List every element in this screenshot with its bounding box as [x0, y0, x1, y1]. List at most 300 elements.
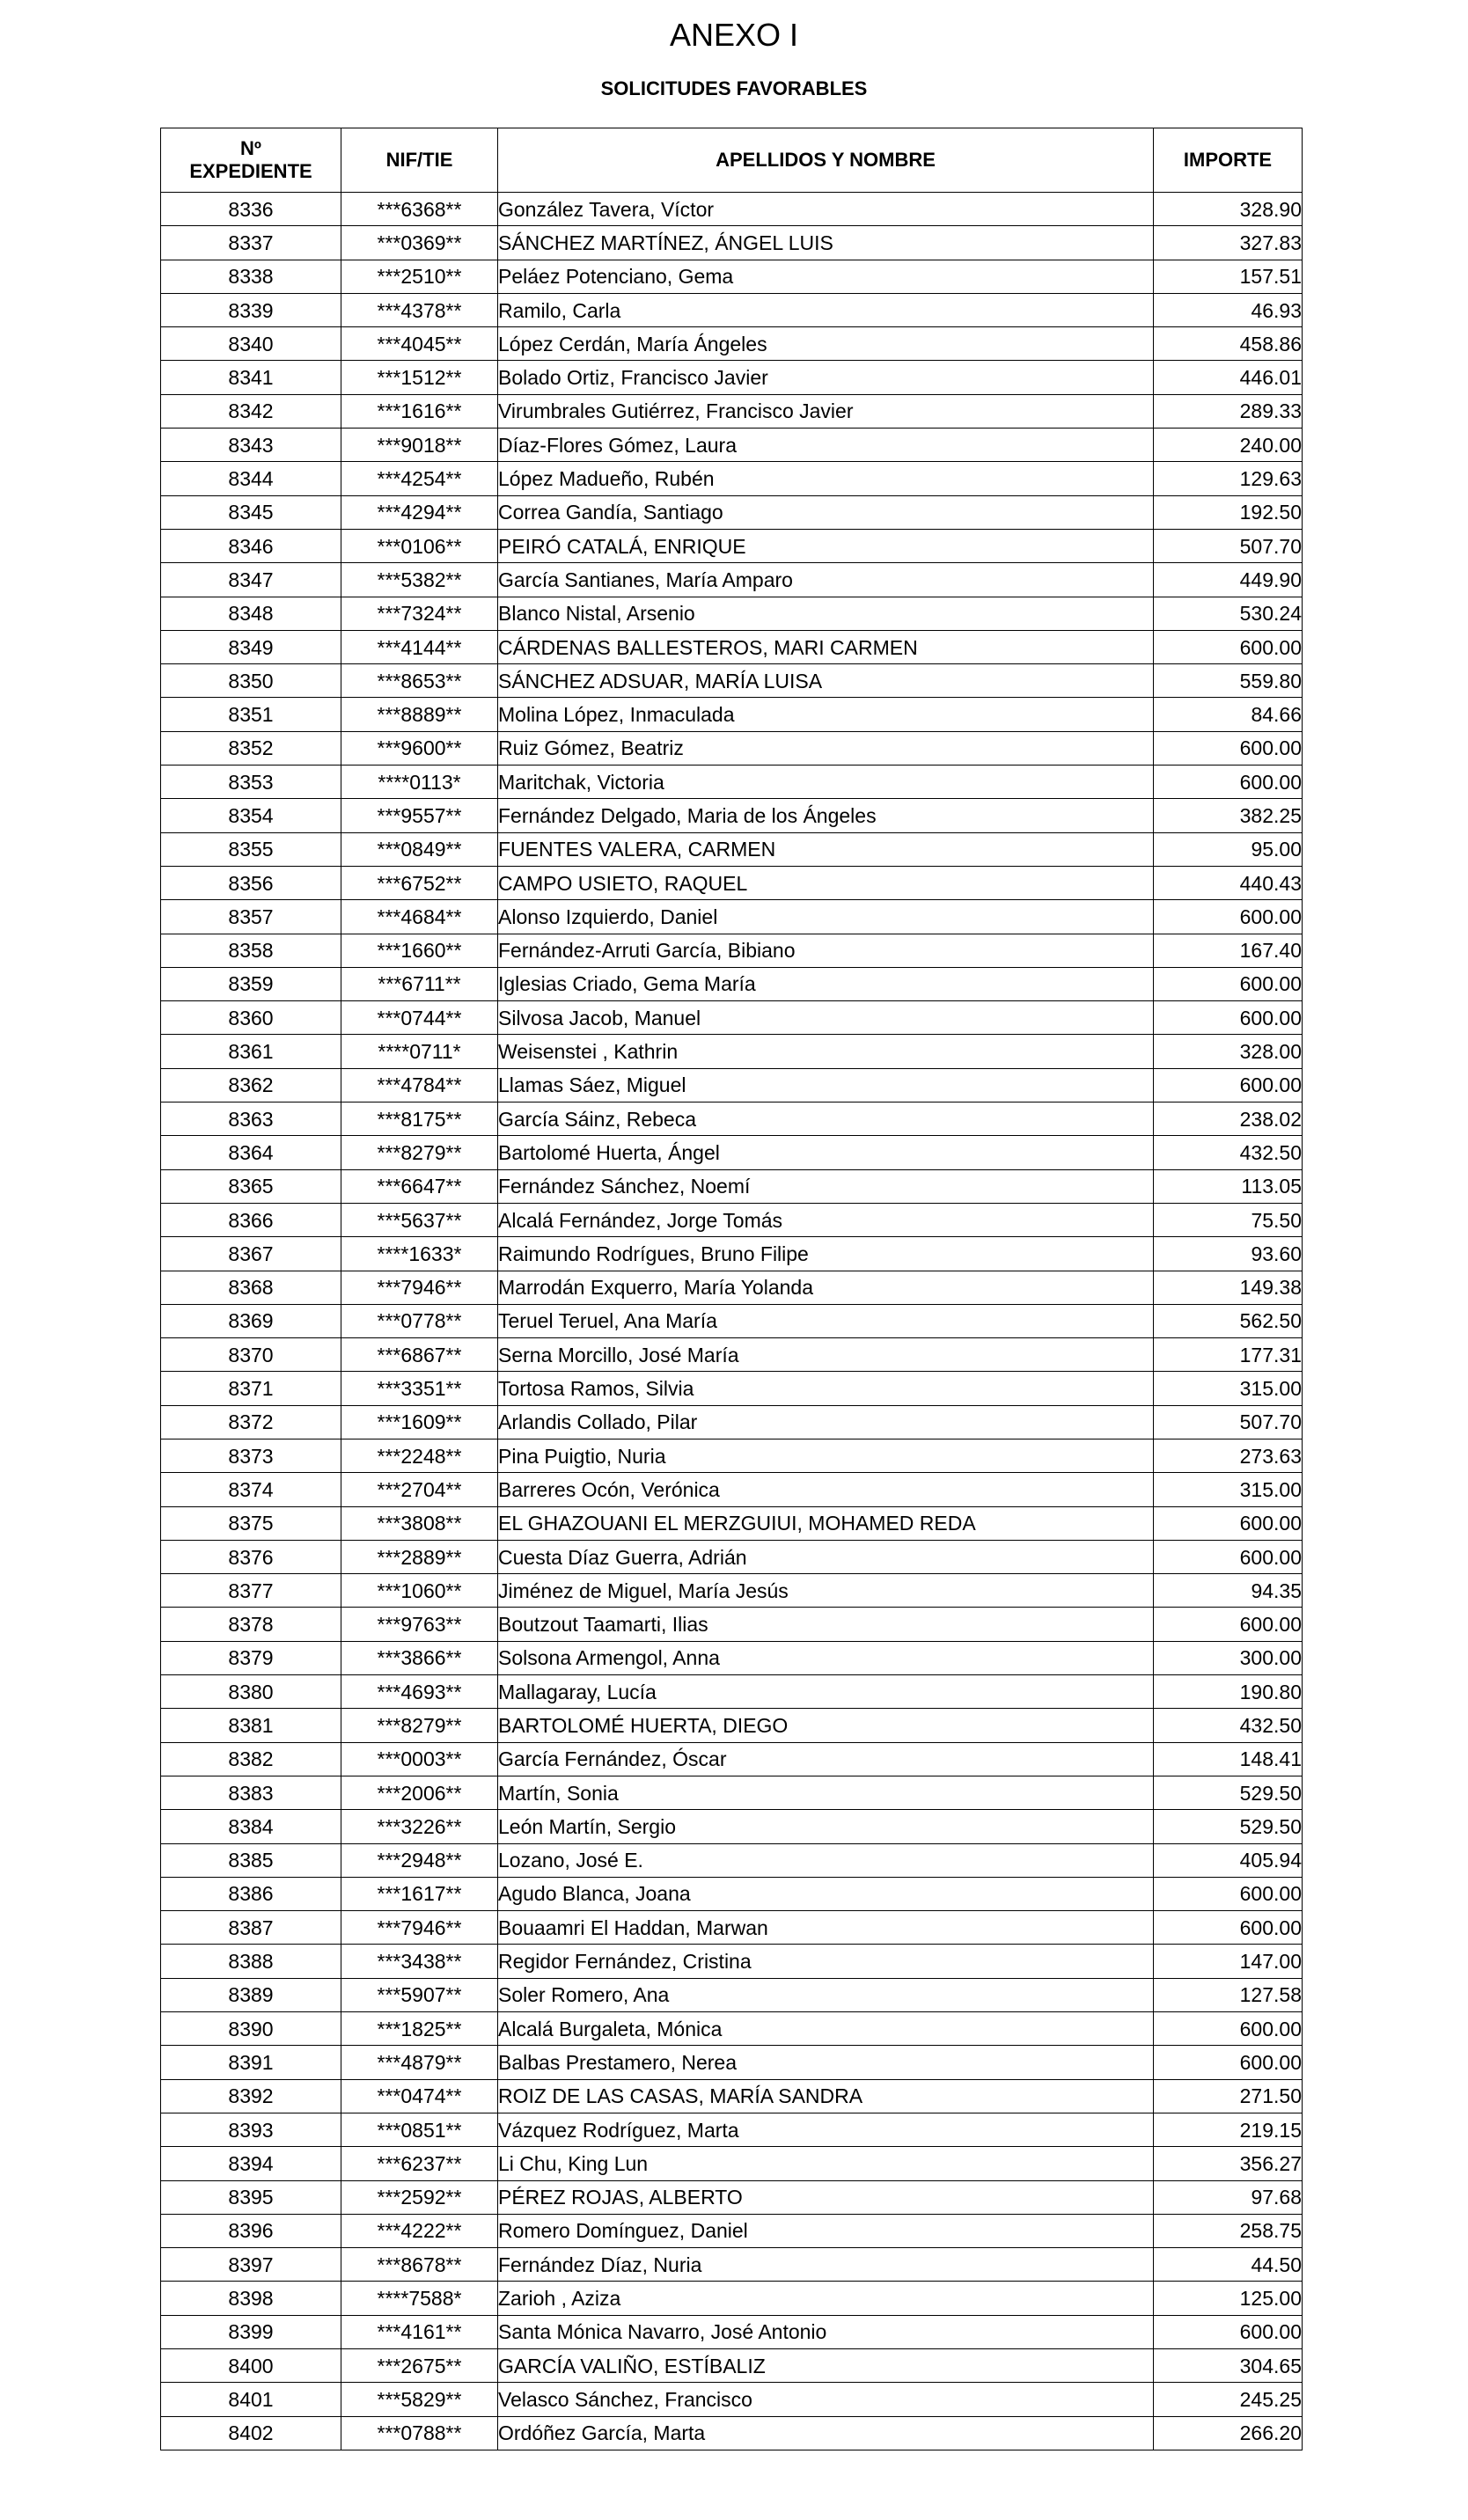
- table-row: [161, 1035, 1303, 1068]
- cell-importe: 148.41: [1154, 1742, 1303, 1776]
- cell-expediente: 8380: [161, 1675, 341, 1709]
- cell-nombre: Virumbrales Gutiérrez, Francisco Javier: [498, 394, 1154, 428]
- cell-expediente: 8383: [161, 1776, 341, 1809]
- cell-nif: ***3438**: [341, 1945, 498, 1978]
- table-row: [161, 597, 1303, 630]
- cell-nif: ***0474**: [341, 2079, 498, 2113]
- cell-nif: ***4144**: [341, 630, 498, 663]
- cell-importe: 600.00: [1154, 2315, 1303, 2348]
- cell-nif: ***4045**: [341, 327, 498, 361]
- cell-expediente: 8336: [161, 193, 341, 226]
- cell-expediente: 8395: [161, 2180, 341, 2214]
- cell-nif: ***6368**: [341, 193, 498, 226]
- cell-importe: 94.35: [1154, 1574, 1303, 1608]
- cell-expediente: 8364: [161, 1136, 341, 1169]
- cell-importe: 75.50: [1154, 1203, 1303, 1236]
- cell-nombre: Balbas Prestamero, Nerea: [498, 2046, 1154, 2079]
- cell-importe: 600.00: [1154, 967, 1303, 1000]
- table-row: [161, 1742, 1303, 1776]
- cell-expediente: 8391: [161, 2046, 341, 2079]
- cell-importe: 149.38: [1154, 1271, 1303, 1304]
- header-nif: NIF/TIE: [341, 128, 498, 193]
- cell-nombre: CAMPO USIETO, RAQUEL: [498, 866, 1154, 899]
- cell-nombre: Alcalá Fernández, Jorge Tomás: [498, 1203, 1154, 1236]
- cell-expediente: 8379: [161, 1641, 341, 1674]
- cell-nif: ***2592**: [341, 2180, 498, 2214]
- cell-nif: ***2704**: [341, 1473, 498, 1506]
- table-header-row: [161, 128, 1303, 193]
- cell-nif: ***1660**: [341, 934, 498, 967]
- cell-importe: 600.00: [1154, 1911, 1303, 1945]
- cell-expediente: 8388: [161, 1945, 341, 1978]
- table-row: [161, 2012, 1303, 2046]
- cell-nif: ***0106**: [341, 529, 498, 562]
- cell-nombre: Santa Mónica Navarro, José Antonio: [498, 2315, 1154, 2348]
- table-row: [161, 2180, 1303, 2214]
- table-row: [161, 1304, 1303, 1337]
- cell-expediente: 8357: [161, 900, 341, 934]
- cell-nombre: Romero Domínguez, Daniel: [498, 2214, 1154, 2247]
- cell-nombre: García Fernández, Óscar: [498, 1742, 1154, 1776]
- cell-importe: 129.63: [1154, 462, 1303, 495]
- cell-importe: 245.25: [1154, 2383, 1303, 2416]
- table-row: [161, 563, 1303, 597]
- cell-nif: ***4161**: [341, 2315, 498, 2348]
- cell-expediente: 8374: [161, 1473, 341, 1506]
- cell-expediente: 8344: [161, 462, 341, 495]
- cell-importe: 238.02: [1154, 1102, 1303, 1136]
- table-row: [161, 900, 1303, 934]
- cell-nombre: Fernández-Arruti García, Bibiano: [498, 934, 1154, 967]
- cell-expediente: 8384: [161, 1810, 341, 1843]
- cell-expediente: 8390: [161, 2012, 341, 2046]
- cell-nombre: García Santianes, María Amparo: [498, 563, 1154, 597]
- cell-nombre: BARTOLOMÉ HUERTA, DIEGO: [498, 1709, 1154, 1742]
- cell-importe: 600.00: [1154, 900, 1303, 934]
- cell-importe: 600.00: [1154, 2012, 1303, 2046]
- cell-nif: ***5637**: [341, 1203, 498, 1236]
- table-row: [161, 1574, 1303, 1608]
- cell-importe: 405.94: [1154, 1843, 1303, 1877]
- cell-nombre: Llamas Sáez, Miguel: [498, 1068, 1154, 1102]
- cell-nif: ***2248**: [341, 1439, 498, 1472]
- cell-nif: ***5907**: [341, 1978, 498, 2011]
- cell-expediente: 8363: [161, 1102, 341, 1136]
- cell-nif: ***6647**: [341, 1169, 498, 1203]
- cell-nombre: León Martín, Sergio: [498, 1810, 1154, 1843]
- table-row: [161, 1068, 1303, 1102]
- cell-nombre: FUENTES VALERA, CARMEN: [498, 832, 1154, 866]
- cell-expediente: 8351: [161, 698, 341, 731]
- cell-importe: 529.50: [1154, 1810, 1303, 1843]
- cell-importe: 530.24: [1154, 597, 1303, 630]
- cell-nif: ***4222**: [341, 2214, 498, 2247]
- cell-nif: ***1512**: [341, 361, 498, 394]
- cell-nif: ***0369**: [341, 226, 498, 260]
- cell-nombre: Cuesta Díaz Guerra, Adrián: [498, 1540, 1154, 1573]
- cell-importe: 240.00: [1154, 429, 1303, 462]
- cell-nombre: Díaz-Flores Gómez, Laura: [498, 429, 1154, 462]
- table-row: [161, 462, 1303, 495]
- cell-expediente: 8377: [161, 1574, 341, 1608]
- table-row: [161, 1810, 1303, 1843]
- cell-nombre: Alonso Izquierdo, Daniel: [498, 900, 1154, 934]
- cell-importe: 432.50: [1154, 1136, 1303, 1169]
- cell-expediente: 8360: [161, 1001, 341, 1035]
- cell-importe: 157.51: [1154, 260, 1303, 293]
- cell-nombre: Vázquez Rodríguez, Marta: [498, 2113, 1154, 2146]
- favorable-applications-table: [160, 128, 1303, 2450]
- cell-nif: ***8175**: [341, 1102, 498, 1136]
- cell-nif: ***8279**: [341, 1709, 498, 1742]
- cell-nombre: Pina Puigtio, Nuria: [498, 1439, 1154, 1472]
- cell-nif: ***2889**: [341, 1540, 498, 1573]
- cell-importe: 125.00: [1154, 2282, 1303, 2315]
- cell-importe: 449.90: [1154, 563, 1303, 597]
- cell-nombre: Ramilo, Carla: [498, 293, 1154, 326]
- cell-nombre: Regidor Fernández, Cristina: [498, 1945, 1154, 1978]
- cell-nif: ***3226**: [341, 1810, 498, 1843]
- cell-nombre: López Cerdán, María Ángeles: [498, 327, 1154, 361]
- cell-nif: ***6867**: [341, 1338, 498, 1372]
- table-row: [161, 1271, 1303, 1304]
- cell-expediente: 8399: [161, 2315, 341, 2348]
- cell-importe: 271.50: [1154, 2079, 1303, 2113]
- table-row: [161, 394, 1303, 428]
- cell-expediente: 8347: [161, 563, 341, 597]
- table-row: [161, 1237, 1303, 1271]
- table-row: [161, 2383, 1303, 2416]
- table-row: [161, 1473, 1303, 1506]
- cell-importe: 266.20: [1154, 2416, 1303, 2450]
- table-row: [161, 1709, 1303, 1742]
- table-row: [161, 934, 1303, 967]
- cell-nif: ***4784**: [341, 1068, 498, 1102]
- cell-importe: 273.63: [1154, 1439, 1303, 1472]
- document-subtitle: SOLICITUDES FAVORABLES: [600, 77, 868, 99]
- cell-expediente: 8367: [161, 1237, 341, 1271]
- cell-importe: 559.80: [1154, 664, 1303, 698]
- cell-nif: ***8678**: [341, 2248, 498, 2282]
- cell-importe: 113.05: [1154, 1169, 1303, 1203]
- cell-nombre: Serna Morcillo, José María: [498, 1338, 1154, 1372]
- table-row: [161, 2315, 1303, 2348]
- cell-importe: 192.50: [1154, 495, 1303, 529]
- cell-expediente: 8368: [161, 1271, 341, 1304]
- table-row: [161, 1675, 1303, 1709]
- cell-nif: ***5829**: [341, 2383, 498, 2416]
- cell-expediente: 8387: [161, 1911, 341, 1945]
- cell-importe: 219.15: [1154, 2113, 1303, 2146]
- cell-nif: ***9600**: [341, 731, 498, 765]
- cell-expediente: 8397: [161, 2248, 341, 2282]
- cell-nif: ***4378**: [341, 293, 498, 326]
- cell-nombre: Iglesias Criado, Gema María: [498, 967, 1154, 1000]
- cell-nif: ***4294**: [341, 495, 498, 529]
- cell-nombre: Barreres Ocón, Verónica: [498, 1473, 1154, 1506]
- cell-expediente: 8394: [161, 2147, 341, 2180]
- table-row: [161, 293, 1303, 326]
- table-row: [161, 1911, 1303, 1945]
- cell-nif: ***1617**: [341, 1877, 498, 1910]
- cell-nombre: Blanco Nistal, Arsenio: [498, 597, 1154, 630]
- table-row: [161, 1405, 1303, 1439]
- cell-importe: 507.70: [1154, 529, 1303, 562]
- cell-importe: 600.00: [1154, 1608, 1303, 1641]
- cell-nif: ***9018**: [341, 429, 498, 462]
- cell-expediente: 8392: [161, 2079, 341, 2113]
- cell-nombre: Soler Romero, Ana: [498, 1978, 1154, 2011]
- cell-expediente: 8352: [161, 731, 341, 765]
- header-expediente-line1: Nº: [240, 137, 261, 159]
- cell-expediente: 8362: [161, 1068, 341, 1102]
- cell-expediente: 8342: [161, 394, 341, 428]
- cell-expediente: 8382: [161, 1742, 341, 1776]
- cell-expediente: 8354: [161, 799, 341, 832]
- cell-importe: 304.65: [1154, 2349, 1303, 2383]
- cell-expediente: 8349: [161, 630, 341, 663]
- table-row: [161, 2147, 1303, 2180]
- table-row: [161, 832, 1303, 866]
- cell-nif: ***8279**: [341, 1136, 498, 1169]
- cell-nif: ***3866**: [341, 1641, 498, 1674]
- cell-nif: ***7324**: [341, 597, 498, 630]
- cell-nombre: López Madueño, Rubén: [498, 462, 1154, 495]
- cell-nombre: Fernández Sánchez, Noemí: [498, 1169, 1154, 1203]
- cell-importe: 600.00: [1154, 731, 1303, 765]
- cell-nombre: Lozano, José E.: [498, 1843, 1154, 1877]
- table-row: [161, 630, 1303, 663]
- table-row: [161, 2214, 1303, 2247]
- cell-nif: ***2006**: [341, 1776, 498, 1809]
- cell-nombre: Boutzout Taamarti, Ilias: [498, 1608, 1154, 1641]
- cell-expediente: 8339: [161, 293, 341, 326]
- table-row: [161, 1608, 1303, 1641]
- cell-nif: ***8889**: [341, 698, 498, 731]
- cell-importe: 432.50: [1154, 1709, 1303, 1742]
- cell-expediente: 8402: [161, 2416, 341, 2450]
- cell-nif: ***0744**: [341, 1001, 498, 1035]
- cell-nombre: Jiménez de Miguel, María Jesús: [498, 1574, 1154, 1608]
- cell-nombre: Ruiz Gómez, Beatriz: [498, 731, 1154, 765]
- cell-importe: 258.75: [1154, 2214, 1303, 2247]
- cell-nombre: SÁNCHEZ ADSUAR, MARÍA LUISA: [498, 664, 1154, 698]
- table-row: [161, 1169, 1303, 1203]
- table-row: [161, 1338, 1303, 1372]
- table-row: [161, 429, 1303, 462]
- cell-expediente: 8372: [161, 1405, 341, 1439]
- cell-nombre: Silvosa Jacob, Manuel: [498, 1001, 1154, 1035]
- cell-importe: 84.66: [1154, 698, 1303, 731]
- table-row: [161, 2079, 1303, 2113]
- cell-expediente: 8365: [161, 1169, 341, 1203]
- cell-expediente: 8355: [161, 832, 341, 866]
- table-row: [161, 664, 1303, 698]
- table-row: [161, 2248, 1303, 2282]
- cell-expediente: 8341: [161, 361, 341, 394]
- table-row: [161, 1776, 1303, 1809]
- cell-importe: 600.00: [1154, 1540, 1303, 1573]
- cell-nombre: PÉREZ ROJAS, ALBERTO: [498, 2180, 1154, 2214]
- cell-importe: 600.00: [1154, 1506, 1303, 1540]
- table-row: [161, 260, 1303, 293]
- cell-importe: 446.01: [1154, 361, 1303, 394]
- cell-expediente: 8378: [161, 1608, 341, 1641]
- cell-expediente: 8370: [161, 1338, 341, 1372]
- cell-nif: ***0849**: [341, 832, 498, 866]
- cell-expediente: 8373: [161, 1439, 341, 1472]
- table-row: [161, 529, 1303, 562]
- cell-nif: ***2510**: [341, 260, 498, 293]
- cell-nombre: ROIZ DE LAS CASAS, MARÍA SANDRA: [498, 2079, 1154, 2113]
- cell-expediente: 8356: [161, 866, 341, 899]
- cell-expediente: 8369: [161, 1304, 341, 1337]
- cell-nif: ***0851**: [341, 2113, 498, 2146]
- cell-expediente: 8358: [161, 934, 341, 967]
- cell-expediente: 8385: [161, 1843, 341, 1877]
- table-row: [161, 731, 1303, 765]
- cell-expediente: 8401: [161, 2383, 341, 2416]
- cell-expediente: 8361: [161, 1035, 341, 1068]
- table-row: [161, 1203, 1303, 1236]
- cell-importe: 328.90: [1154, 193, 1303, 226]
- table-row: [161, 2416, 1303, 2450]
- cell-nombre: Correa Gandía, Santiago: [498, 495, 1154, 529]
- cell-expediente: 8381: [161, 1709, 341, 1742]
- cell-nif: ***0778**: [341, 1304, 498, 1337]
- table-row: [161, 967, 1303, 1000]
- cell-nombre: Maritchak, Victoria: [498, 766, 1154, 799]
- cell-nif: ***4693**: [341, 1675, 498, 1709]
- cell-importe: 600.00: [1154, 1877, 1303, 1910]
- header-expediente: [161, 128, 341, 193]
- table-row: [161, 1136, 1303, 1169]
- cell-expediente: 8393: [161, 2113, 341, 2146]
- cell-expediente: 8345: [161, 495, 341, 529]
- table-row: [161, 495, 1303, 529]
- header-importe: IMPORTE: [1154, 128, 1303, 193]
- cell-importe: 190.80: [1154, 1675, 1303, 1709]
- cell-importe: 600.00: [1154, 2046, 1303, 2079]
- table-row: [161, 2282, 1303, 2315]
- cell-expediente: 8366: [161, 1203, 341, 1236]
- cell-nombre: Martín, Sonia: [498, 1776, 1154, 1809]
- table-row: [161, 361, 1303, 394]
- cell-importe: 93.60: [1154, 1237, 1303, 1271]
- cell-nombre: García Sáinz, Rebeca: [498, 1102, 1154, 1136]
- cell-expediente: 8353: [161, 766, 341, 799]
- cell-nif: ****0711*: [341, 1035, 498, 1068]
- cell-nombre: Velasco Sánchez, Francisco: [498, 2383, 1154, 2416]
- cell-importe: 300.00: [1154, 1641, 1303, 1674]
- table-row: [161, 1978, 1303, 2011]
- cell-nif: ***1616**: [341, 394, 498, 428]
- cell-importe: 328.00: [1154, 1035, 1303, 1068]
- cell-nombre: Peláez Potenciano, Gema: [498, 260, 1154, 293]
- table-row: [161, 1945, 1303, 1978]
- table-row: [161, 698, 1303, 731]
- table-row: [161, 2349, 1303, 2383]
- cell-nombre: Agudo Blanca, Joana: [498, 1877, 1154, 1910]
- cell-nombre: Mallagaray, Lucía: [498, 1675, 1154, 1709]
- cell-importe: 440.43: [1154, 866, 1303, 899]
- table-row: [161, 1641, 1303, 1674]
- table-row: [161, 1843, 1303, 1877]
- cell-nif: ***2675**: [341, 2349, 498, 2383]
- cell-expediente: 8359: [161, 967, 341, 1000]
- cell-importe: 46.93: [1154, 293, 1303, 326]
- cell-expediente: 8343: [161, 429, 341, 462]
- cell-nombre: Ordóñez García, Marta: [498, 2416, 1154, 2450]
- cell-nombre: González Tavera, Víctor: [498, 193, 1154, 226]
- cell-nif: ***9763**: [341, 1608, 498, 1641]
- cell-nombre: Tortosa Ramos, Silvia: [498, 1372, 1154, 1405]
- table-row: [161, 226, 1303, 260]
- table-body: [161, 193, 1303, 2450]
- cell-expediente: 8396: [161, 2214, 341, 2247]
- cell-importe: 458.86: [1154, 327, 1303, 361]
- cell-nombre: Bartolomé Huerta, Ángel: [498, 1136, 1154, 1169]
- cell-nif: ***4254**: [341, 462, 498, 495]
- table-row: [161, 799, 1303, 832]
- cell-expediente: 8375: [161, 1506, 341, 1540]
- cell-nif: ****1633*: [341, 1237, 498, 1271]
- cell-expediente: 8386: [161, 1877, 341, 1910]
- cell-importe: 177.31: [1154, 1338, 1303, 1372]
- cell-importe: 127.58: [1154, 1978, 1303, 2011]
- cell-nif: ***4879**: [341, 2046, 498, 2079]
- cell-nombre: Raimundo Rodrígues, Bruno Filipe: [498, 1237, 1154, 1271]
- table-row: [161, 2046, 1303, 2079]
- cell-nombre: Teruel Teruel, Ana María: [498, 1304, 1154, 1337]
- cell-importe: 289.33: [1154, 394, 1303, 428]
- table-row: [161, 1439, 1303, 1472]
- cell-nif: ***1825**: [341, 2012, 498, 2046]
- cell-nombre: GARCÍA VALIÑO, ESTÍBALIZ: [498, 2349, 1154, 2383]
- cell-nombre: EL GHAZOUANI EL MERZGUIUI, MOHAMED REDA: [498, 1506, 1154, 1540]
- table-row: [161, 1372, 1303, 1405]
- cell-nif: ****0113*: [341, 766, 498, 799]
- cell-nombre: Fernández Díaz, Nuria: [498, 2248, 1154, 2282]
- cell-importe: 600.00: [1154, 630, 1303, 663]
- cell-expediente: 8400: [161, 2349, 341, 2383]
- table-row: [161, 193, 1303, 226]
- cell-importe: 356.27: [1154, 2147, 1303, 2180]
- cell-importe: 600.00: [1154, 1001, 1303, 1035]
- document-title: ANEXO I: [669, 17, 799, 53]
- cell-nif: ***6752**: [341, 866, 498, 899]
- cell-nombre: Fernández Delgado, Maria de los Ángeles: [498, 799, 1154, 832]
- cell-importe: 315.00: [1154, 1473, 1303, 1506]
- cell-nombre: Bolado Ortiz, Francisco Javier: [498, 361, 1154, 394]
- table-row: [161, 1877, 1303, 1910]
- cell-expediente: 8389: [161, 1978, 341, 2011]
- cell-importe: 382.25: [1154, 799, 1303, 832]
- cell-importe: 95.00: [1154, 832, 1303, 866]
- table-row: [161, 1001, 1303, 1035]
- cell-nif: ***0003**: [341, 1742, 498, 1776]
- cell-importe: 507.70: [1154, 1405, 1303, 1439]
- cell-nombre: Zarioh , Aziza: [498, 2282, 1154, 2315]
- cell-nif: ***8653**: [341, 664, 498, 698]
- cell-nif: ***2948**: [341, 1843, 498, 1877]
- cell-expediente: 8350: [161, 664, 341, 698]
- cell-nif: ***0788**: [341, 2416, 498, 2450]
- header-expediente-line2: EXPEDIENTE: [189, 160, 312, 182]
- cell-importe: 562.50: [1154, 1304, 1303, 1337]
- cell-nombre: PEIRÓ CATALÁ, ENRIQUE: [498, 529, 1154, 562]
- cell-nif: ***3808**: [341, 1506, 498, 1540]
